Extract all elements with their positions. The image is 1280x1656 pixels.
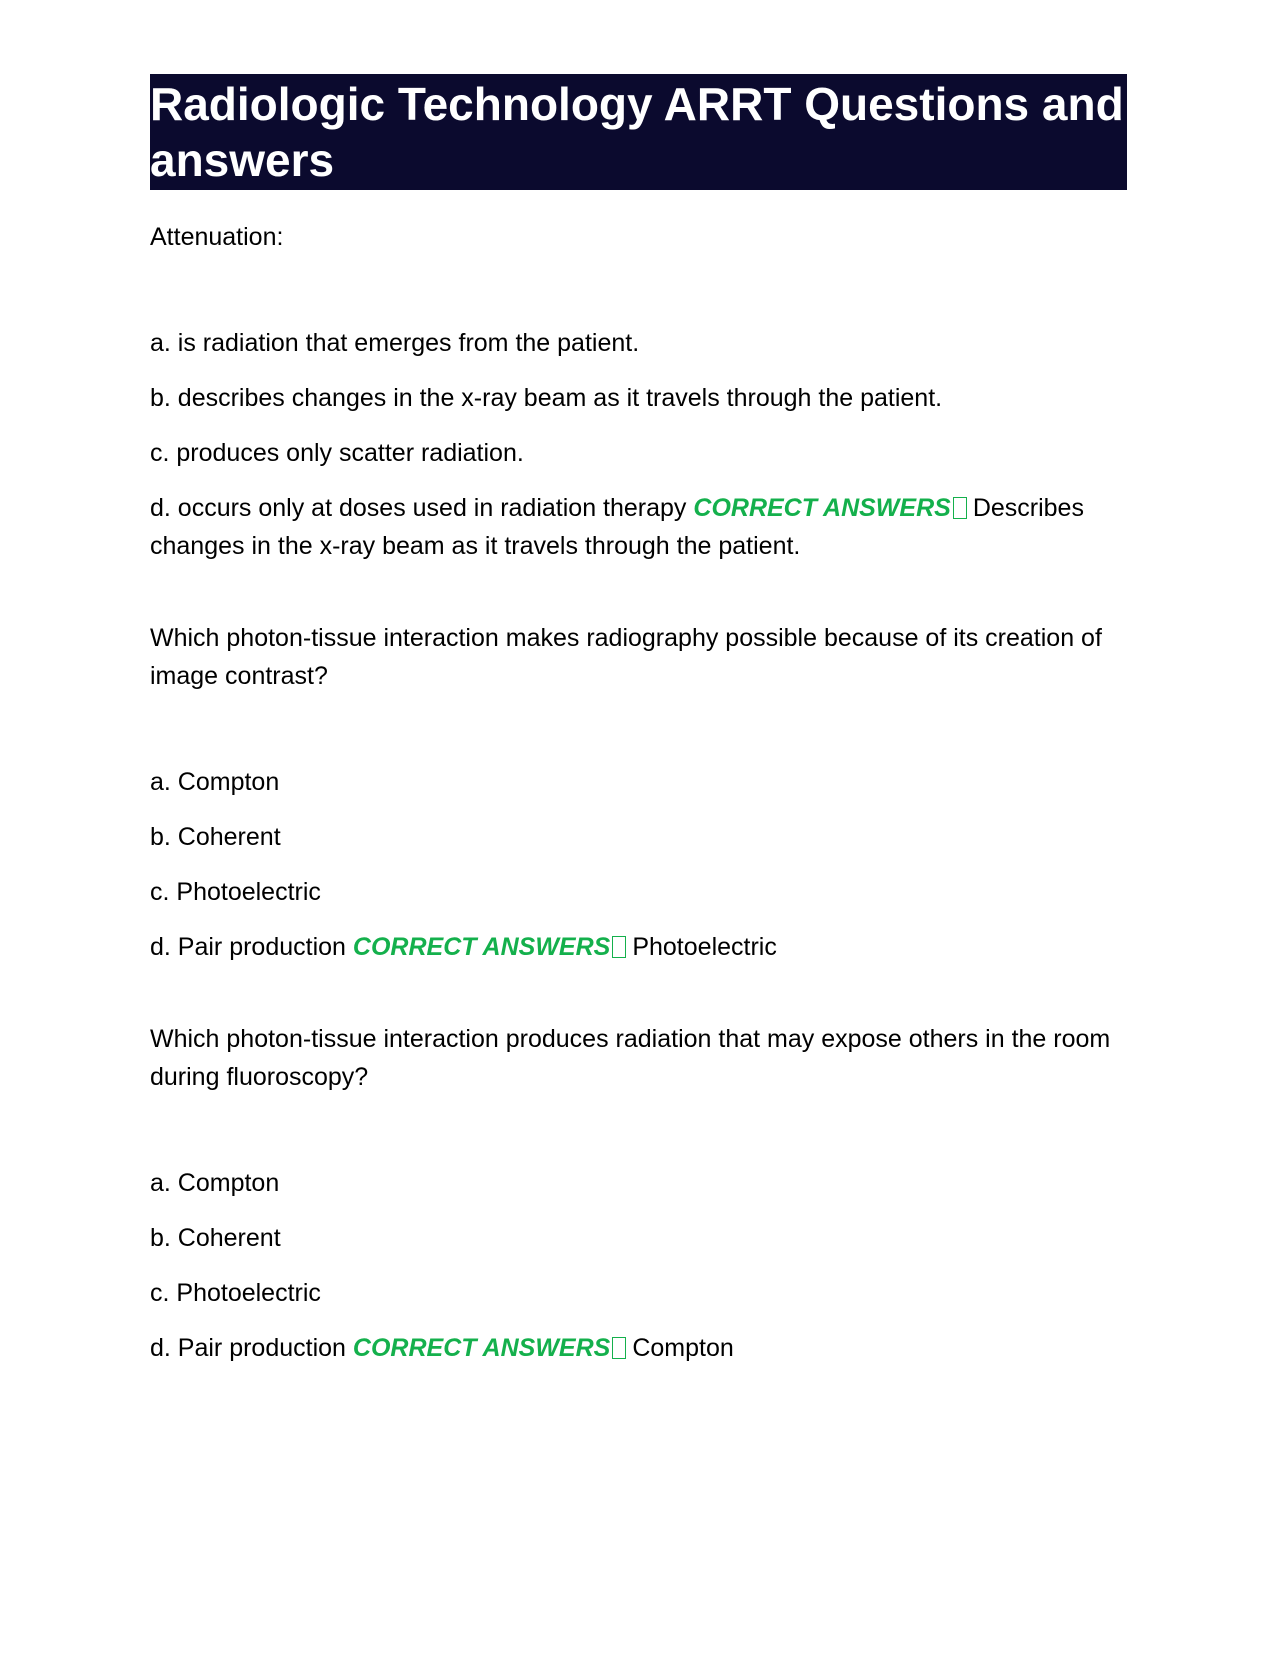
question-1: [150, 218, 1127, 565]
answer-text: Photoelectric: [632, 933, 777, 961]
option-d: d. occurs only at doses used in radiation therapy: [150, 494, 687, 522]
answer-text: Describes changes in the x-ray beam as it travels through the patient.: [150, 494, 1084, 560]
option-d: d. Pair production: [150, 1334, 346, 1362]
option-a: a. is radiation that emerges from the patient.: [150, 329, 640, 357]
option-a: a. Compton: [150, 768, 280, 796]
option-d-with-answer: [150, 1329, 1127, 1367]
option-b: b. Coherent: [150, 1224, 281, 1252]
question-2: [150, 619, 1127, 966]
option-a: a. Compton: [150, 1169, 280, 1197]
option-c: c. Photoelectric: [150, 878, 321, 906]
answer-text: Compton: [632, 1334, 734, 1362]
missing-glyph-icon: [953, 497, 967, 519]
question-3: [150, 1020, 1127, 1367]
missing-glyph-icon: [612, 1337, 626, 1359]
question-prompt: Attenuation:: [150, 223, 284, 251]
option-c: c. Photoelectric: [150, 1279, 321, 1307]
option-d: d. Pair production: [150, 933, 346, 961]
option-d-with-answer: [150, 928, 1127, 966]
missing-glyph-icon: [612, 936, 626, 958]
document-page: [150, 74, 1127, 1367]
option-b: b. Coherent: [150, 823, 281, 851]
correct-answers-label: CORRECT ANSWERS: [352, 933, 611, 961]
option-c: c. produces only scatter radiation.: [150, 439, 524, 467]
correct-answers-label: CORRECT ANSWERS: [693, 494, 951, 522]
option-d-with-answer: [150, 489, 1127, 565]
question-prompt: Which photon-tissue interaction makes radiography possible because of its creation of image contrast?: [150, 624, 1102, 690]
correct-answers-label: CORRECT ANSWERS: [352, 1334, 611, 1362]
question-prompt: Which photon-tissue interaction produces radiation that may expose others in the room during fluoroscopy?: [150, 1025, 1111, 1091]
document-title: Radiologic Technology ARRT Questions and answers: [150, 74, 1127, 190]
option-b: b. describes changes in the x-ray beam as it travels through the patient.: [150, 384, 943, 412]
